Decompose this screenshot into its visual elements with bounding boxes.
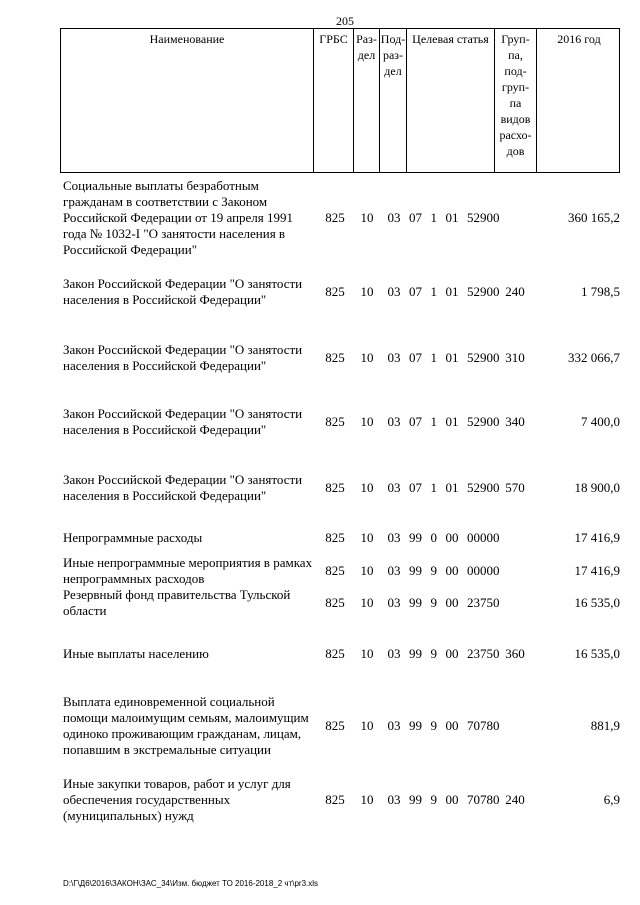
row-celevaya: 99 9 00 00000 (409, 563, 500, 578)
row-podrazdel: 03 (387, 414, 401, 429)
row-celevaya: 07 1 01 52900 (409, 210, 500, 225)
row-name: Закон Российской Федерации "О занятости населения в Российской Федерации" (63, 342, 303, 373)
row-name: Иные закупки товаров, работ и услуг для обеспечения государственных (муниципальных) нужд (63, 776, 291, 823)
row-grbs: 825 (325, 718, 345, 733)
table-header (60, 28, 620, 173)
row-name: Резервный фонд правительства Тульской области (63, 587, 291, 618)
row-celevaya: 99 9 00 23750 (409, 595, 500, 610)
row-name: Закон Российской Федерации "О занятости населения в Российской Федерации" (63, 472, 303, 503)
row-gruppa: 240 (505, 284, 525, 299)
row-grbs: 825 (325, 350, 345, 365)
row-razdel: 10 (360, 530, 374, 545)
row-celevaya: 99 0 00 00000 (409, 530, 500, 545)
row-podrazdel: 03 (387, 646, 401, 661)
row-podrazdel: 03 (387, 210, 401, 225)
row-grbs: 825 (325, 792, 345, 807)
row-razdel: 10 (360, 595, 374, 610)
row-celevaya: 99 9 00 23750 (409, 646, 500, 661)
row-celevaya: 99 9 00 70780 (409, 718, 500, 733)
row-sum: 1 798,5 (581, 284, 620, 299)
row-razdel: 10 (360, 480, 374, 495)
row-sum: 16 535,0 (574, 595, 620, 610)
header-grbs: ГРБС (314, 29, 354, 172)
header-year: 2016 год (557, 32, 601, 46)
row-podrazdel: 03 (387, 480, 401, 495)
row-grbs: 825 (325, 284, 345, 299)
row-name: Иные выплаты населению (63, 646, 209, 661)
row-name: Закон Российской Федерации "О занятости населения в Российской Федерации" (63, 276, 303, 307)
row-name: Социальные выплаты безработным гражданам в соответствии с Законом Российской Федерации от 19 апреля 1991 года № 1032-I "О занятости населения в Российской Федерации" (63, 178, 294, 257)
row-sum: 6,9 (603, 792, 620, 807)
row-gruppa: 310 (505, 350, 525, 365)
header-name: Наименование (61, 29, 314, 172)
row-grbs: 825 (325, 530, 345, 545)
row-celevaya: 07 1 01 52900 (409, 414, 500, 429)
row-podrazdel: 03 (387, 563, 401, 578)
row-grbs: 825 (325, 480, 345, 495)
row-sum: 18 900,0 (574, 480, 620, 495)
row-name: Непрограммные расходы (63, 530, 203, 545)
row-podrazdel: 03 (387, 595, 401, 610)
row-sum: 17 416,9 (574, 563, 620, 578)
row-sum: 332 066,7 (568, 350, 620, 365)
row-celevaya: 07 1 01 52900 (409, 350, 500, 365)
row-razdel: 10 (360, 350, 374, 365)
row-grbs: 825 (325, 210, 345, 225)
row-podrazdel: 03 (387, 530, 401, 545)
row-sum: 881,9 (590, 718, 620, 733)
row-razdel: 10 (360, 646, 374, 661)
row-sum: 360 165,2 (568, 210, 620, 225)
file-path-footer: D:\Г\Д6\2016\ЗАКОН\ЗАС_34\Изм. бюджет ТО 2016-2018_2 чт\pr3.xls (63, 879, 319, 888)
row-celevaya: 07 1 01 52900 (409, 284, 500, 299)
header-razdel: Раз- дел (354, 29, 380, 172)
row-razdel: 10 (360, 284, 374, 299)
row-celevaya: 07 1 01 52900 (409, 480, 500, 495)
row-sum: 17 416,9 (574, 530, 620, 545)
row-razdel: 10 (360, 210, 374, 225)
header-podrazdel: Под- раз- дел (380, 29, 407, 172)
row-gruppa: 570 (505, 480, 525, 495)
header-gruppa: Груп- па, под- груп- па видов расхо- дов (495, 29, 537, 172)
row-name: Иные непрограммные мероприятия в рамках непрограммных расходов (63, 555, 313, 586)
row-sum: 7 400,0 (581, 414, 620, 429)
row-grbs: 825 (325, 563, 345, 578)
row-name: Закон Российской Федерации "О занятости населения в Российской Федерации" (63, 406, 303, 437)
row-podrazdel: 03 (387, 718, 401, 733)
row-gruppa: 240 (505, 792, 525, 807)
row-razdel: 10 (360, 718, 374, 733)
row-podrazdel: 03 (387, 284, 401, 299)
page-number: 205 (336, 14, 354, 28)
row-name: Выплата единовременной социальной помощи малоимущим семьям, малоимущим одиноко проживающим гражданам, лицам, попавшим в экстремальные ситуации (63, 694, 309, 757)
row-gruppa: 340 (505, 414, 525, 429)
row-razdel: 10 (360, 414, 374, 429)
header-celevaya: Целевая статья (407, 29, 495, 172)
row-grbs: 825 (325, 595, 345, 610)
row-grbs: 825 (325, 414, 345, 429)
row-razdel: 10 (360, 563, 374, 578)
row-sum: 16 535,0 (574, 646, 620, 661)
row-podrazdel: 03 (387, 350, 401, 365)
row-celevaya: 99 9 00 70780 (409, 792, 500, 807)
row-grbs: 825 (325, 646, 345, 661)
row-razdel: 10 (360, 792, 374, 807)
row-podrazdel: 03 (387, 792, 401, 807)
row-gruppa: 360 (505, 646, 525, 661)
